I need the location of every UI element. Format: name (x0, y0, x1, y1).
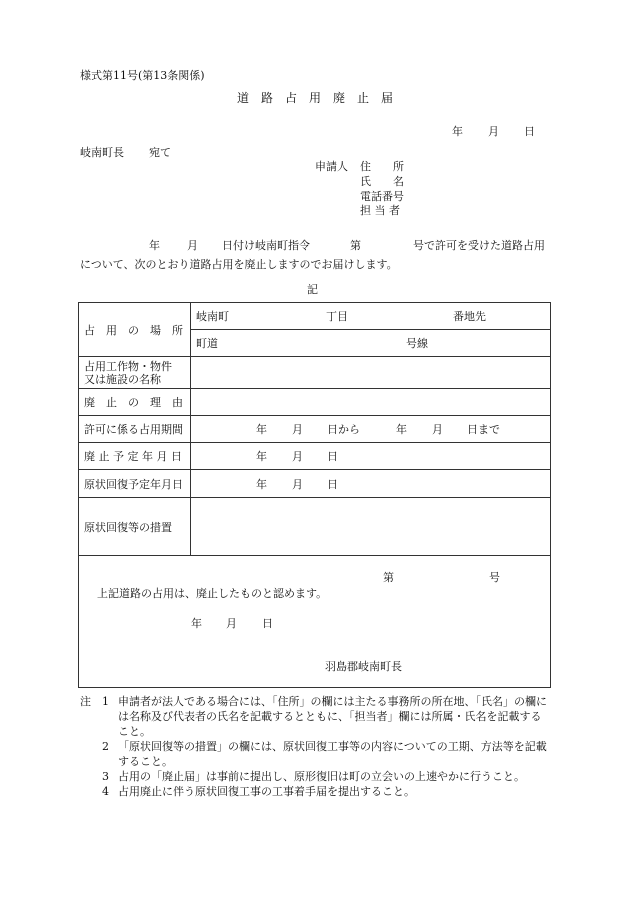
addressee-name: 岐南町長 (80, 146, 124, 159)
location-label: 占 用 の 場 所 (84, 323, 183, 337)
object-label-cell (79, 357, 191, 389)
restore-year: 年 (256, 477, 267, 491)
body-dai: 第 (350, 239, 361, 252)
approval-year: 年 (191, 617, 202, 630)
period-from: 日から (327, 423, 360, 436)
restore-measure-cell[interactable] (191, 498, 551, 556)
applicant-name-label: 氏 名 (360, 175, 404, 188)
period-year-2: 年 (396, 423, 407, 436)
abolish-date-cell[interactable] (191, 443, 551, 470)
body-line1-end: 号で許可を受けた道路占用 (413, 239, 545, 252)
reason-label: 廃 止 の 理 由 (84, 396, 183, 409)
period-year-1: 年 (256, 423, 267, 436)
note-text: 申請者が法人である場合には、「住所」の欄には主たる事務所の所在地、「氏名」の欄には名称及び代表者の氏名を記載するとともに、「担当者」欄には所属・氏名を記載すること。 (118, 695, 547, 738)
note-number: 2 (102, 740, 109, 753)
note-item (80, 784, 550, 799)
location-label-cell (79, 303, 191, 357)
abolish-date-label: 廃 止 予 定 年 月 日 (84, 450, 182, 463)
note-text: 占用の「廃止届」は事前に提出し、原形復旧は町の立会いの上速やかに行うこと。 (118, 770, 525, 783)
period-label-cell (79, 416, 191, 443)
restore-date-label-cell (79, 470, 191, 498)
object-name-cell[interactable] (191, 357, 551, 389)
approval-day: 日 (262, 617, 273, 630)
approval-month: 月 (226, 617, 237, 630)
reason-cell[interactable] (191, 389, 551, 416)
applicant-label: 申請人 (315, 160, 348, 173)
notes-prefix: 注 (80, 695, 91, 708)
form-number: 様式第11号(第13条関係) (80, 69, 205, 82)
location-town: 岐南町 (196, 310, 229, 323)
body-year: 年 (149, 239, 160, 252)
location-address-cell[interactable] (191, 303, 551, 330)
location-banchi: 番地先 (453, 310, 486, 323)
note-item (80, 769, 550, 784)
addressee-suffix: 宛て (149, 146, 171, 159)
body-permit-ref: 日付け岐南町指令 (222, 239, 310, 252)
date-year: 年 (452, 125, 463, 138)
note-text: 占用廃止に伴う原状回復工事の工事着手届を提出すること。 (118, 785, 415, 798)
location-road: 町道 (196, 337, 218, 350)
body-month: 月 (187, 239, 198, 252)
note-item (80, 694, 550, 739)
restore-day: 日 (327, 477, 338, 491)
restore-date-cell[interactable] (191, 470, 551, 498)
abolition-form-table (78, 302, 551, 688)
object-label-line2: 又は施設の名称 (84, 372, 161, 386)
restore-measure-label-cell (79, 498, 191, 556)
approval-issuer: 羽島郡岐南町長 (325, 660, 402, 673)
date-month: 月 (488, 125, 499, 138)
object-label-line1: 占用工作物・物件 (84, 359, 172, 373)
ki-label: 記 (307, 283, 318, 296)
approval-go: 号 (489, 571, 500, 584)
approval-dai: 第 (383, 571, 394, 584)
note-number: 3 (102, 770, 109, 783)
applicant-contact-label: 担 当 者 (360, 204, 400, 217)
restore-month: 月 (292, 477, 303, 491)
applicant-address-label: 住 所 (360, 160, 404, 173)
location-road-cell[interactable] (191, 330, 551, 357)
restore-measure-label: 原状回復等の措置 (84, 520, 172, 534)
applicant-phone-label: 電話番号 (360, 190, 404, 203)
note-item (80, 739, 550, 769)
abolish-year: 年 (256, 450, 267, 463)
location-chome: 丁目 (326, 310, 348, 323)
notes-section (80, 694, 550, 799)
note-text: 「原状回復等の措置」の欄には、原状回復工事等の内容についての工期、方法等を記載すること。 (118, 740, 547, 768)
restore-date-label: 原状回復予定年月日 (84, 477, 183, 491)
note-number: 4 (102, 785, 109, 798)
date-day: 日 (524, 125, 535, 138)
period-cell[interactable] (191, 416, 551, 443)
reason-label-cell (79, 389, 191, 416)
period-label: 許可に係る占用期間 (84, 423, 183, 436)
abolish-day: 日 (327, 450, 338, 463)
period-month-2: 月 (432, 423, 443, 436)
approval-cell (79, 556, 551, 688)
note-number: 1 (102, 695, 109, 708)
period-to: 日まで (467, 423, 500, 436)
period-month-1: 月 (292, 423, 303, 436)
approval-statement: 上記道路の占用は、廃止したものと認めます。 (97, 587, 328, 600)
abolish-date-label-cell (79, 443, 191, 470)
abolish-month: 月 (292, 450, 303, 463)
location-route: 号線 (406, 337, 428, 350)
document-title: 道 路 占 用 廃 止 届 (237, 91, 394, 105)
body-line2: について、次のとおり道路占用を廃止しますのでお届けします。 (80, 258, 398, 271)
